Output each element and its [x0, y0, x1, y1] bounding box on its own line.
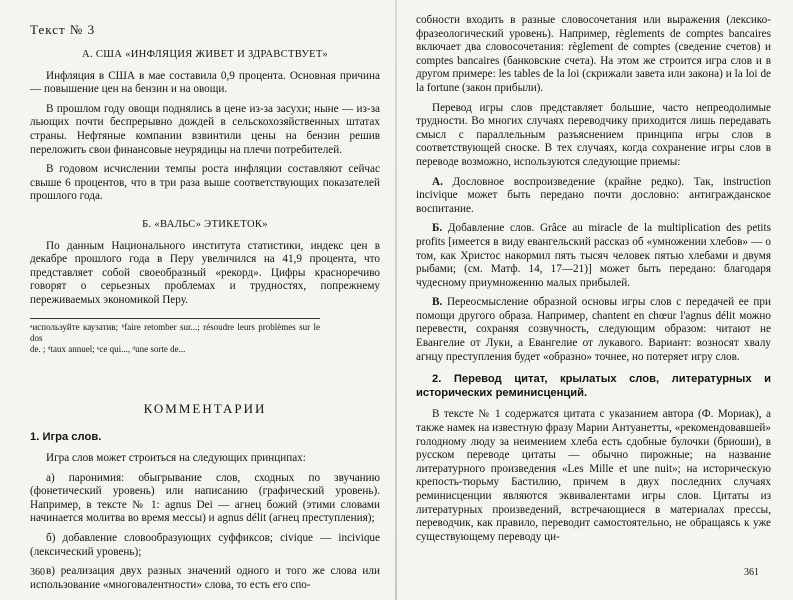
method-b [416, 222, 771, 290]
method-c-lead: В. [432, 296, 443, 309]
section-a-paragraph-2: В прошлом году овощи поднялись в цене из-за засухи; ныне — из-за льющих почти беспрерывно дождей в сельскохозяйственных штатах страны. Нефтяные компании взвинтили цены на бензин решив переложить свои финансовые неурядицы на плечи потребителей. [30, 102, 380, 156]
method-b-text: Добавление слов. Grâce au miracle de la multiplication des petits profits [имеется в виду евангельский рассказ об «умножении хлебов» — о том, как Христос накормил пять тысяч человек пятью хлебами и двумя рыбами; (см. Матф. 14, 17—21)] может быть передано: благодаря чудесному приумножению малых прибылей. [416, 222, 771, 289]
left-page [0, 0, 396, 600]
translation-paragraph: Перевод игры слов представляет большие, часто непреодолимые трудности. Во многих случаях переводчику приходится лишь передавать смысл с параллельным разъяснением принципа игры слов в соответствующей сноске. В тех случаях, когда сохранение игры слов в переводе возможно, используются следующие приемы: [416, 101, 771, 168]
comment-2-title: 2. Перевод цитат, крылатых слов, литературных и исторических реминисценций. [416, 373, 771, 399]
comment-1-item-b: б) добавление словообразующих суффиксов; civique — incivique (лексический уровень); [30, 532, 380, 558]
method-a-text: Дословное воспроизведение (крайне редко). Так, instruction incivique может быть передано почти дословно: антигражданское воспитание. [416, 175, 771, 215]
method-a [416, 176, 771, 217]
comment-2-text: В тексте № 1 содержатся цитата с указанием автора (Ф. Мориак), а также намек на известную фразу Марии Антуанетты, «рекомендовавшей» голодному люду за неимением хлеба есть сдобные булочки (бриоши), в русском переводе цитаты — обычно пирожные; на название литературного произведения «Les Mille et une nuit»; на историческую крепость-тюрьму Бастилию, причем в двух последних случаях реминисценции являются эквивалентами игры слов. Цитаты из литературных произведений, встречающиеся в материалах прессы, переводчик, как правило, переводит самостоятельно, не обращаясь к уже существующему переводу ци- [416, 408, 771, 543]
section-b-paragraph: По данным Национального института статистики, индекс цен в декабре прошлого года в Перу увеличился на 41,9 процента, что представляет собой своеобразный «рекорд». Цифры красноречиво говорят о серьезных проблемах и трудностях, попрежнему переживаемых экономикой Перу. [30, 239, 380, 306]
method-b-lead: Б. [432, 222, 443, 235]
comment-1-item-a: а) паронимия: обыгрывание слов, сходных по звучанию (фонетический уровень) или написанию (графический уровень). Например, в тексте № 1: agnus Dei — агнец божий (этими словами начинается молитва во время мессы) и agnus délit (агнец преступления); [30, 471, 380, 525]
section-b-title: Б. «ВАЛЬС» ЭТИКЕТОК» [142, 218, 268, 230]
section-a-paragraph-3: В годовом исчислении темпы роста инфляции составляют сейчас свыше 6 процентов, что в три раза выше соответствующих показателей прошлого года. [30, 163, 380, 203]
method-c-text: Переосмысление образной основы игры слов с передачей ее при помощи другого образа. Например, chantent en chœur l'agnus délit можно перевести, сохраняя созвучность, следующим образом: читают не Евангелие от Луки, а Евангелие от лукавого. Вариант: возносят хвалу агнцу преступления будет «образно» точнее, но потеряет игру слов. [416, 296, 771, 363]
commentary-title: КОММЕНТАРИИ [143, 400, 267, 416]
text-heading: Текст № 3 [30, 22, 96, 37]
comment-1-title: 1. Игра слов. [30, 430, 102, 443]
page-number-left: 360 [30, 567, 45, 578]
right-page [396, 0, 793, 600]
method-a-lead: А. [432, 175, 443, 188]
method-c [416, 296, 771, 364]
comment-1-item-c: в) реализация двух разных значений одного и того же слова или использование «многовалентности» слова, то есть его спо- [30, 565, 380, 591]
section-a-title: А. США «ИНФЛЯЦИЯ ЖИВЕТ И ЗДРАВСТВУЕТ» [82, 49, 328, 60]
footnote-line-1: ᵃиспользуйте каузатив; ᵇfaire retomber sur...; résoudre leurs problèmes sur le dos [30, 321, 320, 343]
page-number-right: 361 [744, 567, 759, 578]
footnotes [30, 318, 320, 355]
continued-paragraph: собности входить в разные словосочетания или выражения (лексико-фразеологический уровень). Например, règlements de comptes bancaires включает два словосочетания: règlement de comptes (сведение счетов) и comptes bancaires (банковские счета). На этом же строится игра слов и в другом примере: les tables de la loi (скрижали завета или закона) и la loi de la fortune (закон прибыли). [416, 14, 771, 94]
footnote-line-2: de. ; ᵈtaux annuel; ᵉce qui..., ᵈune sorte de... [30, 343, 186, 354]
section-a-paragraph-1: Инфляция в США в мае составила 0,9 процента. Основная причина — повышение цен на бензин и на овощи. [30, 69, 380, 96]
comment-1-intro: Игра слов может строиться на следующих принципах: [46, 452, 306, 465]
